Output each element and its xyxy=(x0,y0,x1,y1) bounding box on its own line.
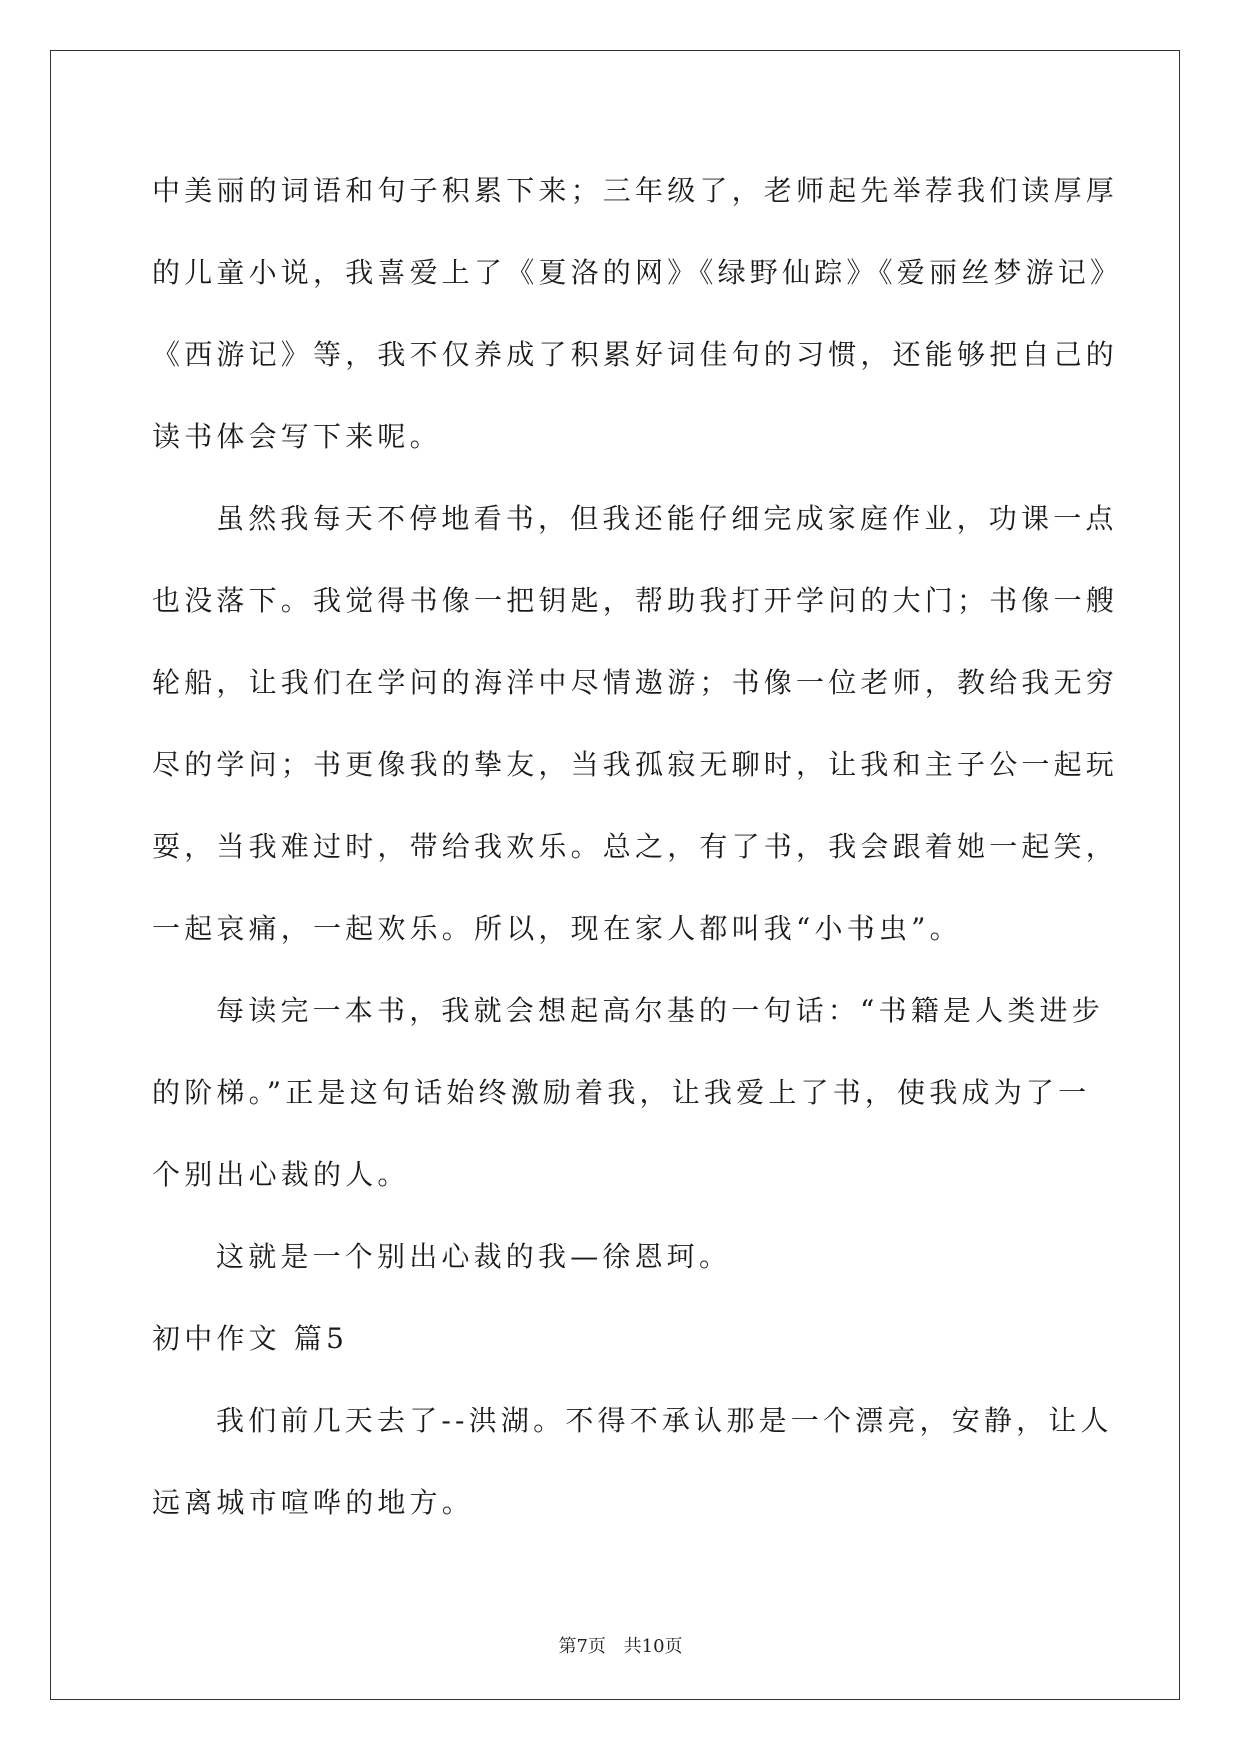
page-number-total: 共10页 xyxy=(623,1636,683,1657)
text-line: 耍，当我难过时，带给我欢乐。总之，有了书，我会跟着她一起笑， xyxy=(152,830,1119,863)
text-line: 的阶梯。”正是这句话始终激励着我，让我爱上了书，使我成为了一 xyxy=(152,1076,1091,1109)
page-footer xyxy=(0,1632,1241,1658)
text-line: 轮船，让我们在学问的海洋中尽情遨游；书像一位老师，教给我无穷 xyxy=(152,666,1119,699)
document-body xyxy=(152,160,1123,1554)
page-number-current: 第7页 xyxy=(558,1636,606,1657)
text-line: 远离城市喧哗的地方。 xyxy=(152,1486,475,1519)
text-line: 的儿童小说，我喜爱上了《夏洛的网》《绿野仙踪》《爱丽丝梦游记》 xyxy=(152,256,1123,289)
text-line: 每读完一本书，我就会想起高尔基的一句话：“书籍是人类进步 xyxy=(216,994,1104,1027)
text-line: 我们前几天去了--洪湖。不得不承认那是一个漂亮，安静，让人 xyxy=(216,1404,1113,1437)
text-line: 个别出心裁的人。 xyxy=(152,1158,410,1191)
text-line: 尽的学问；书更像我的挚友，当我孤寂无聊时，让我和主子公一起玩 xyxy=(152,748,1119,781)
text-line: 中美丽的词语和句子积累下来；三年级了，老师起先举荐我们读厚厚 xyxy=(152,174,1119,207)
text-line: 一起哀痛，一起欢乐。所以，现在家人都叫我“小书虫”。 xyxy=(152,912,962,945)
text-line: 也没落下。我觉得书像一把钥匙，帮助我打开学问的大门；书像一艘 xyxy=(152,584,1119,617)
text-line: 读书体会写下来呢。 xyxy=(152,420,442,453)
text-line: 《西游记》等，我不仅养成了积累好词佳句的习惯，还能够把自己的 xyxy=(152,338,1119,371)
text-line: 虽然我每天不停地看书，但我还能仔细完成家庭作业，功课一点 xyxy=(216,502,1118,535)
text-line: 这就是一个别出心裁的我—徐恩珂。 xyxy=(216,1240,732,1273)
section-heading: 初中作文 篇5 xyxy=(152,1322,349,1355)
